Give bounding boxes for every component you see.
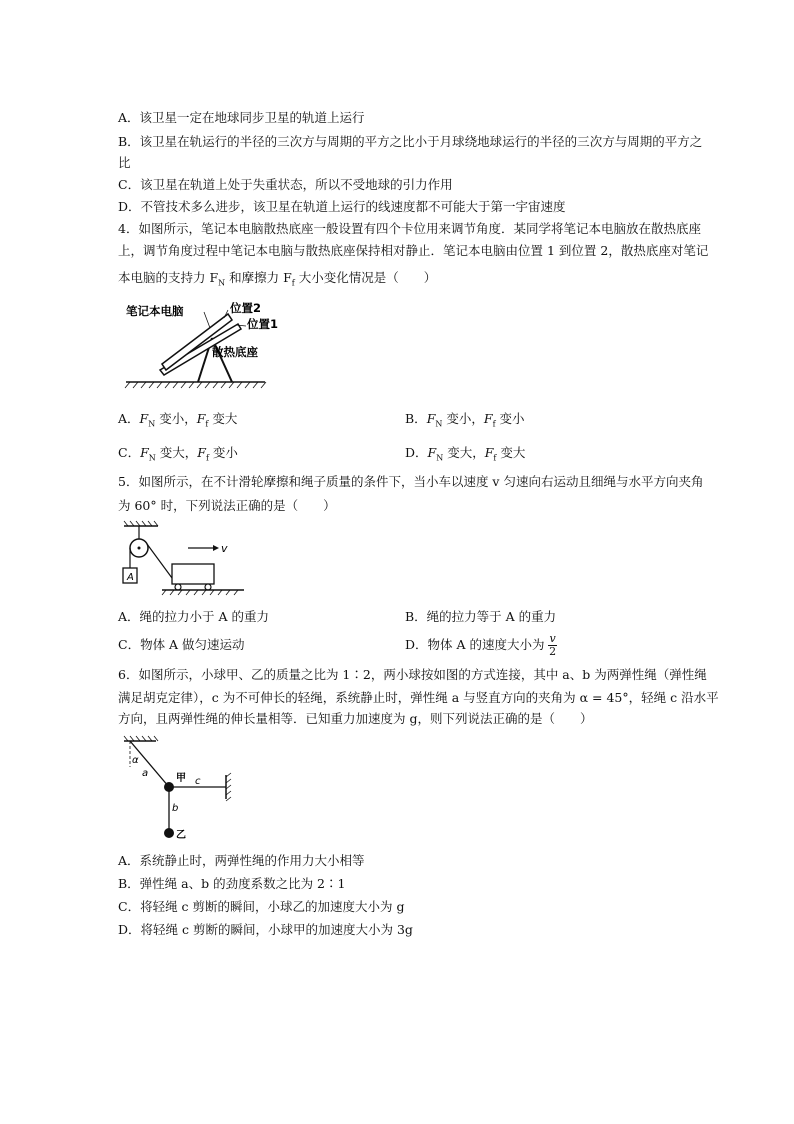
- q5-velocity-label: v: [221, 542, 228, 555]
- q6-alpha-label: α: [132, 755, 139, 766]
- q4-figure: [120, 298, 279, 396]
- sub-f: f: [205, 419, 209, 429]
- sub-n: N: [148, 419, 156, 429]
- q3-option-b-cont: 比: [118, 155, 131, 170]
- q5-option-d-text: D．物体 A 的速度大小为: [405, 637, 545, 652]
- q5-stem-line1: 5．如图所示，在不计滑轮摩擦和绳子质量的条件下，当小车以速度 v 匀速向右运动且细绳与水平方向夹角: [118, 474, 704, 489]
- fn-change: 变小: [446, 411, 472, 426]
- q4-option-b: B．$F_N$ 变小，$F_f$ 变小: [405, 411, 525, 429]
- q6-stem-line3: 方向，且两弹性绳的伸长量相等．已知重力加速度为 g，则下列说法正确的是（ ）: [118, 711, 593, 726]
- q6-yi-label: 乙: [176, 830, 186, 841]
- q5-block-label: A: [127, 572, 134, 583]
- q5-stem-line2: 为 60° 时，下列说法正确的是（ ）: [118, 498, 336, 513]
- q5-option-c: C．物体 A 做匀速运动: [118, 637, 245, 652]
- q4-stem-line1: 4．如图所示，笔记本电脑散热底座一般设置有四个卡位用来调节角度．某同学将笔记本电脑放在散热底座: [118, 221, 701, 236]
- q3-option-d: D．不管技术多么进步，该卫星在轨道上运行的线速度都不可能大于第一宇宙速度: [118, 199, 566, 214]
- q6-stem-line1: 6．如图所示，小球甲、乙的质量之比为 1∶2，两小球按如图的方式连接，其中 a、b 为两弹性绳（弹性绳: [118, 667, 707, 682]
- sub-n: N: [435, 419, 443, 429]
- symbol-f: F: [197, 445, 206, 460]
- q4-pos2-label: 位置2: [230, 301, 262, 315]
- q6-jia-label: 甲: [176, 773, 186, 784]
- q6-a-label: a: [142, 768, 149, 779]
- q4-base-label: 散热底座: [212, 345, 258, 359]
- q3-option-b: B．该卫星在轨运行的半径的三次方与周期的平方之比小于月球绕地球运行的半径的三次方与周期的平方之: [118, 134, 703, 149]
- ff-change: 变小: [212, 445, 238, 460]
- q5-option-b: B．绳的拉力等于 A 的重力: [405, 609, 557, 624]
- ff-change: 变大: [500, 445, 526, 460]
- symbol-f: F: [426, 411, 436, 426]
- sub-n: N: [436, 453, 444, 463]
- option-letter: D．: [405, 445, 428, 460]
- q6-option-d: D．将轻绳 c 剪断的瞬间，小球甲的加速度大小为 3g: [118, 922, 413, 937]
- option-letter: B．: [405, 411, 427, 426]
- symbol-f: F: [427, 445, 437, 460]
- q4-stem-line3: [118, 270, 436, 292]
- ff-change: 变小: [499, 411, 525, 426]
- option-letter: A．: [118, 411, 140, 426]
- q4-laptop-label: 笔记本电脑: [126, 304, 184, 318]
- q6-figure: [118, 735, 238, 845]
- fn-change: 变大: [159, 445, 185, 460]
- option-letter: C．: [118, 445, 141, 460]
- sub-f: f: [205, 453, 209, 463]
- symbol-f: F: [140, 445, 149, 460]
- q6-option-a: A．系统静止时，两弹性绳的作用力大小相等: [118, 853, 365, 868]
- q6-b-label: b: [172, 803, 179, 814]
- symbol-f: F: [483, 411, 493, 426]
- q4-stem-sub-n: N: [218, 278, 226, 288]
- q6-option-b: B．弹性绳 a、b 的劲度系数之比为 2∶1: [118, 876, 346, 891]
- fn-change: 变小: [159, 411, 185, 426]
- symbol-f: F: [484, 445, 494, 460]
- sub-f: f: [492, 419, 496, 429]
- q5-option-a: A．绳的拉力小于 A 的重力: [118, 609, 270, 624]
- q6-c-label: c: [195, 776, 201, 787]
- frac-den: 2: [549, 645, 557, 658]
- q5-fraction: [548, 633, 556, 658]
- q4-option-c: C．$F_N$ 变大，$F_f$ 变小: [118, 445, 238, 463]
- q4-stem-part: 和摩擦力 F: [225, 270, 292, 285]
- q5-figure: [118, 520, 248, 602]
- q4-stem-part: 本电脑的支持力 F: [118, 270, 219, 285]
- fn-change: 变大: [447, 445, 473, 460]
- frac-num: v: [549, 632, 556, 645]
- q4-stem-sub-f: f: [291, 278, 295, 288]
- ff-change: 变大: [212, 411, 238, 426]
- q3-option-c: C．该卫星在轨道上处于失重状态，所以不受地球的引力作用: [118, 177, 453, 192]
- q4-option-a: A．$F_N$ 变小，$F_f$ 变大: [118, 411, 238, 429]
- sub-n: N: [148, 453, 156, 463]
- q4-stem-line2: 上，调节角度过程中笔记本电脑与散热底座保持相对静止．笔记本电脑由位置 1 到位置 2，散热底座对笔记: [118, 243, 709, 258]
- q4-pos1-label: 位置1: [247, 317, 279, 331]
- q4-option-d: D．$F_N$ 变大，$F_f$ 变大: [405, 445, 526, 463]
- sub-f: f: [493, 453, 497, 463]
- symbol-f: F: [196, 411, 206, 426]
- q5-option-d: [405, 631, 557, 659]
- q6-option-c: C．将轻绳 c 剪断的瞬间，小球乙的加速度大小为 g: [118, 899, 405, 914]
- q3-option-a: A．该卫星一定在地球同步卫星的轨道上运行: [118, 110, 365, 125]
- q6-stem-line2: 满足胡克定律），c 为不可伸长的轻绳，系统静止时，弹性绳 a 与竖直方向的夹角为 α = 45°，轻绳 c 沿水平: [118, 690, 719, 705]
- q4-stem-part: 大小变化情况是（ ）: [294, 270, 437, 285]
- symbol-f: F: [139, 411, 149, 426]
